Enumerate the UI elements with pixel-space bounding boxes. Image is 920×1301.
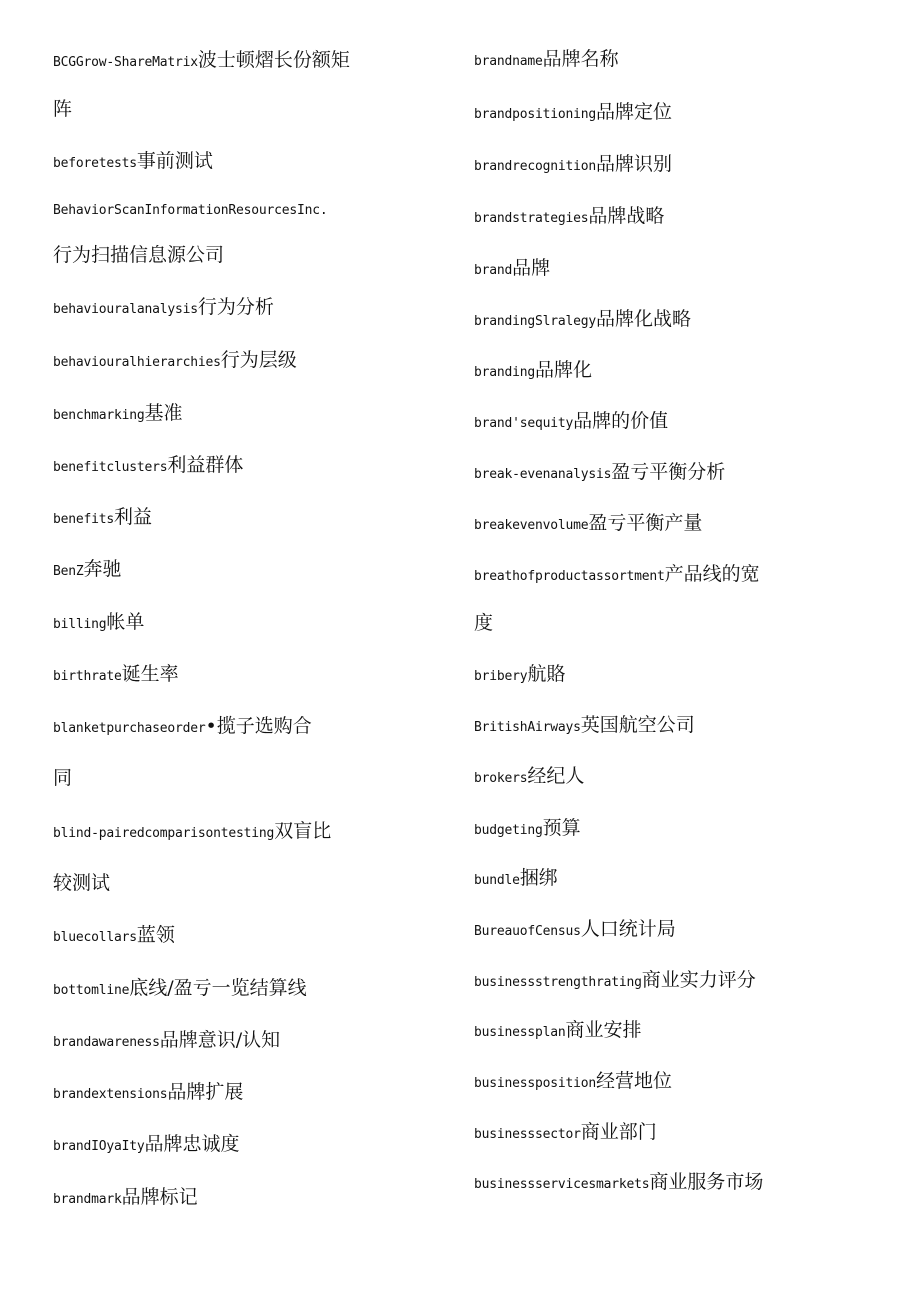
entry-term: benefitclusters (53, 460, 168, 475)
glossary-entry (53, 345, 297, 375)
entry-term: breakevenvolume (474, 518, 589, 533)
entry-meaning: 波士顿熠长份额矩 (197, 49, 350, 71)
entry-meaning: 行为分析 (197, 296, 274, 318)
entry-meaning: 品牌的价值 (573, 410, 669, 432)
entry-term: businessstrengthrating (474, 975, 642, 990)
entry-meaning: 盈亏平衡分析 (611, 461, 726, 483)
glossary-entry (53, 193, 328, 223)
glossary-entry (53, 398, 183, 428)
entry-term: brandextensions (53, 1087, 168, 1102)
glossary-entry (474, 1167, 763, 1197)
entry-meaning: 品牌忠诚度 (144, 1133, 240, 1155)
glossary-entry (53, 816, 331, 846)
entry-term: businessservicesmarkets (474, 1177, 650, 1192)
entry-meaning: 帐单 (106, 611, 145, 633)
entry-term: birthrate (53, 669, 122, 684)
entry-meaning: 商业安排 (565, 1019, 642, 1041)
glossary-entry (53, 1025, 280, 1055)
entry-term: billing (53, 617, 107, 632)
entry-meaning: 品牌识别 (596, 153, 673, 175)
entry-term: branding (474, 365, 536, 380)
glossary-entry (474, 1015, 642, 1045)
glossary-entry (474, 304, 691, 334)
entry-term: brandingSlralegy (474, 314, 597, 329)
entry-meaning: 品牌名称 (542, 48, 619, 70)
entry-meaning: 利益群体 (167, 454, 244, 476)
entry-meaning: 品牌化战略 (596, 308, 692, 330)
entry-term: businessposition (474, 1076, 597, 1091)
glossary-entry (53, 868, 110, 898)
entry-term: BCGGrow-ShareMatrix (53, 55, 198, 70)
entry-meaning: 行为扫描信息源公司 (53, 244, 225, 266)
glossary-entry (474, 761, 584, 791)
glossary-entry (474, 406, 668, 436)
entry-meaning: 航賂 (527, 663, 566, 685)
glossary-entry (53, 973, 307, 1003)
entry-term: brandpositioning (474, 107, 597, 122)
entry-term: bundle (474, 873, 520, 888)
entry-term: brandrecognition (474, 159, 597, 174)
entry-term: break-evenanalysis (474, 467, 612, 482)
entry-term: brandname (474, 54, 543, 69)
entry-meaning: 品牌化 (535, 359, 593, 381)
entry-term: behaviouralanalysis (53, 302, 198, 317)
entry-meaning: 经纪人 (527, 765, 585, 787)
glossary-entry (53, 1182, 198, 1212)
entry-meaning: •揽子选购合 (205, 715, 312, 737)
entry-meaning: 预算 (542, 817, 581, 839)
entry-term: bribery (474, 669, 528, 684)
entry-meaning: 行为层级 (220, 349, 297, 371)
glossary-entry (474, 863, 558, 893)
entry-meaning: 人口统计局 (580, 918, 676, 940)
glossary-entry (53, 146, 213, 176)
entry-meaning: 英国航空公司 (580, 714, 695, 736)
glossary-entry (474, 457, 725, 487)
glossary-entry (53, 920, 175, 950)
glossary-entry (474, 44, 619, 74)
entry-term: benchmarking (53, 408, 145, 423)
entry-meaning: 利益 (114, 506, 153, 528)
glossary-entry (53, 502, 152, 532)
glossary-entry (53, 450, 243, 480)
glossary-entry (53, 659, 179, 689)
glossary-entry (474, 1117, 657, 1147)
entry-term: BenZ (53, 564, 84, 579)
glossary-entry (474, 659, 565, 689)
entry-term: brand'sequity (474, 416, 574, 431)
entry-meaning: 蓝领 (136, 924, 175, 946)
entry-meaning: 品牌标记 (121, 1186, 198, 1208)
glossary-entry (53, 292, 274, 322)
glossary-entry (474, 559, 760, 589)
glossary-entry (53, 711, 312, 741)
entry-meaning: 基准 (144, 402, 183, 424)
entry-term: BritishAirways (474, 720, 581, 735)
glossary-entry (53, 94, 72, 124)
entry-meaning: 盈亏平衡产量 (588, 512, 703, 534)
glossary-entry (474, 253, 550, 283)
entry-meaning: 商业部门 (580, 1121, 657, 1143)
entry-meaning: 事前测试 (136, 150, 213, 172)
entry-term: budgeting (474, 823, 543, 838)
glossary-entry (53, 1077, 243, 1107)
glossary-entry (474, 149, 672, 179)
glossary-entry (474, 508, 702, 538)
entry-term: businessplan (474, 1025, 566, 1040)
glossary-entry (474, 813, 581, 843)
entry-meaning: 奔驰 (83, 558, 122, 580)
entry-term: brandstrategies (474, 211, 589, 226)
glossary-entry (474, 710, 695, 740)
glossary-entry (474, 965, 756, 995)
glossary-entry (53, 240, 224, 270)
glossary-entry (474, 97, 672, 127)
entry-term: benefits (53, 512, 115, 527)
entry-term: blanketpurchaseorder (53, 721, 206, 736)
entry-term: blind-pairedcomparisontesting (53, 826, 275, 841)
entry-term: behaviouralhierarchies (53, 355, 221, 370)
entry-term: brandIOyaIty (53, 1139, 145, 1154)
glossary-entry (474, 914, 676, 944)
entry-meaning: 品牌 (512, 257, 551, 279)
entry-meaning: 品牌意识/认知 (159, 1029, 281, 1051)
entry-meaning: 品牌扩展 (167, 1081, 244, 1103)
glossary-entry (474, 355, 592, 385)
glossary-entry (474, 608, 493, 638)
glossary-entry (53, 554, 122, 584)
entry-meaning: 品牌定位 (596, 101, 673, 123)
glossary-entry (53, 607, 144, 637)
entry-meaning: 经营地位 (596, 1070, 673, 1092)
entry-meaning: 度 (474, 612, 494, 634)
entry-term: businesssector (474, 1127, 581, 1142)
entry-term: bluecollars (53, 930, 137, 945)
entry-term: brokers (474, 771, 528, 786)
entry-term: brandmark (53, 1192, 122, 1207)
entry-term: beforetests (53, 156, 137, 171)
entry-term: brandawareness (53, 1035, 160, 1050)
entry-meaning: 产品线的宽 (664, 563, 760, 585)
entry-term: BureauofCensus (474, 924, 581, 939)
glossary-entry (53, 1129, 240, 1159)
glossary-entry (474, 1066, 672, 1096)
glossary-entry (53, 763, 72, 793)
entry-meaning: 双盲比 (274, 820, 332, 842)
entry-meaning: 商业实力评分 (641, 969, 756, 991)
entry-meaning: 底线/盈亏一览结算线 (129, 977, 307, 999)
entry-meaning: 品牌战略 (588, 205, 665, 227)
entry-term: bottomline (53, 983, 130, 998)
entry-term: breathofproductassortment (474, 569, 665, 584)
entry-term: BehaviorScanInformationResourcesInc. (53, 203, 328, 218)
entry-meaning: 同 (53, 767, 73, 789)
entry-term: brand (474, 263, 513, 278)
entry-meaning: 捆绑 (519, 867, 558, 889)
glossary-entry (474, 201, 664, 231)
entry-meaning: 诞生率 (121, 663, 179, 685)
entry-meaning: 商业服务市场 (649, 1171, 764, 1193)
entry-meaning: 较测试 (53, 872, 111, 894)
entry-meaning: 阵 (53, 98, 73, 120)
glossary-entry (53, 45, 350, 75)
